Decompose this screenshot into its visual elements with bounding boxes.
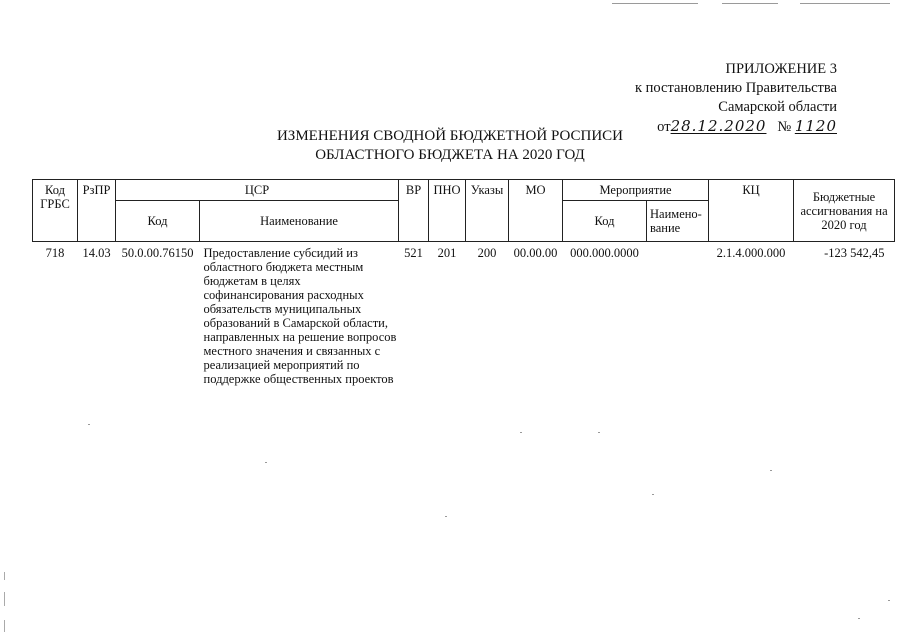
date-prefix: от — [657, 119, 671, 135]
header-vr: ВР — [399, 180, 429, 242]
scan-speck — [88, 424, 90, 425]
cell-rzpr: 14.03 — [82, 246, 111, 260]
cell-kc: 2.1.4.000.000 — [716, 246, 786, 260]
appendix-reference: к постановлению Правительства — [635, 80, 837, 96]
appendix-title: ПРИЛОЖЕНИЕ 3 — [725, 61, 837, 77]
cell-pno: 201 — [437, 246, 457, 260]
cell-mer-kod: 000.000.0000 — [570, 246, 639, 260]
header-mer-kod: Код — [563, 201, 647, 242]
scan-speck — [888, 600, 890, 601]
header-mo: МО — [509, 180, 563, 242]
header-kod-grbs: Код ГРБС — [33, 180, 78, 242]
handwritten-date: 28.12.2020 — [670, 117, 767, 135]
header-csr-name: Наименование — [200, 201, 399, 242]
scan-speck — [598, 432, 600, 433]
budget-table — [32, 179, 895, 386]
number-prefix: № — [777, 119, 792, 135]
scan-speck — [445, 516, 447, 517]
cell-mo: 00.00.00 — [513, 246, 558, 260]
cell-amount: -123 542,45 — [824, 246, 885, 260]
cell-csr-kod: 50.0.00.76150 — [121, 246, 194, 260]
cell-vr: 521 — [404, 246, 423, 260]
table-row — [33, 242, 895, 387]
appendix-date-number — [635, 117, 837, 137]
header-mer-name: Наимено-вание — [647, 201, 709, 242]
scan-speck — [652, 494, 654, 495]
header-kc: КЦ — [709, 180, 794, 242]
scan-line — [722, 3, 778, 4]
scan-speck — [858, 618, 860, 619]
document-title — [240, 127, 660, 165]
scan-line — [612, 3, 698, 4]
margin-mark — [4, 592, 5, 606]
appendix-block — [635, 60, 837, 137]
cell-ukazy: 200 — [477, 246, 497, 260]
margin-mark — [4, 620, 5, 632]
scan-speck — [770, 470, 772, 471]
title-line-2: ОБЛАСТНОГО БЮДЖЕТА НА 2020 ГОД — [315, 147, 585, 163]
handwritten-number: 1120 — [794, 117, 837, 135]
header-pno: ПНО — [429, 180, 466, 242]
header-rzpr: РзПР — [78, 180, 116, 242]
cell-kod-grbs: 718 — [45, 246, 65, 260]
scan-speck — [520, 432, 522, 433]
header-meropriyatie: Мероприятие — [563, 180, 709, 201]
cell-mer-name — [647, 242, 709, 387]
appendix-region: Самарской области — [718, 99, 837, 115]
header-csr: ЦСР — [116, 180, 399, 201]
cell-csr-name: Предоставление субсидий из областного бюджета местным бюджетам в целях софинансирования расходных обязательств муниципальных образований в Самарской области, направленных на решение вопросов местного значения и связанных с реализацией мероприятий по поддержке общественных проектов — [203, 246, 397, 386]
scan-speck — [265, 462, 267, 463]
header-assignments: Бюджетные ассигнования на 2020 год — [794, 180, 895, 242]
title-line-1: ИЗМЕНЕНИЯ СВОДНОЙ БЮДЖЕТНОЙ РОСПИСИ — [276, 128, 624, 144]
header-csr-kod: Код — [116, 201, 200, 242]
header-ukazy: Указы — [466, 180, 509, 242]
margin-mark — [4, 572, 5, 580]
scan-line — [800, 3, 890, 4]
